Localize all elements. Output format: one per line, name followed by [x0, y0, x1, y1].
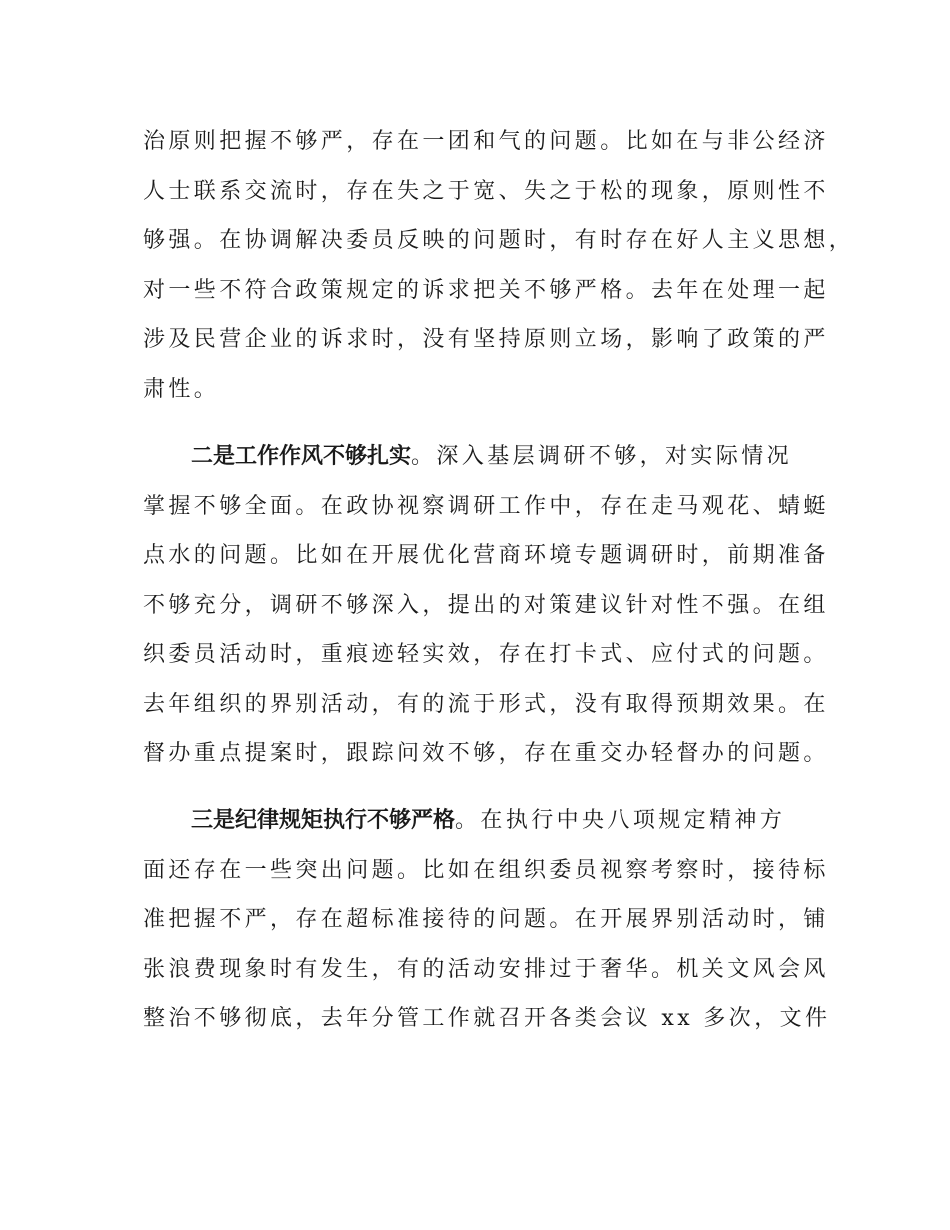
- paragraph-heading-rest: 。深入基层调研不够，对实际情况: [411, 444, 793, 469]
- text-line: 面还存在一些突出问题。比如在组织委员视察考察时，接待标: [143, 857, 829, 883]
- paragraph-heading-rest: 。在执行中央八项规定精神方: [455, 808, 786, 833]
- text-line: 张浪费现象时有发生，有的活动安排过于奢华。机关文风会风: [143, 956, 829, 982]
- text-line: 点水的问题。比如在开展优化营商环境专题调研时，前期准备: [143, 543, 829, 568]
- text-line: 够强。在协调解决委员反映的问题时，有时存在好人主义思想，: [143, 228, 855, 253]
- paragraph-1: [143, 117, 855, 414]
- text-line: 人士联系交流时，存在失之于宽、失之于松的现象，原则性不: [143, 178, 829, 204]
- text-line: 准把握不严，存在超标准接待的问题。在开展界别活动时，铺: [143, 907, 829, 932]
- paragraph-first-line: [143, 796, 815, 846]
- text-line: 整治不够彻底，去年分管工作就召开各类会议 xx 多次，文件: [143, 1006, 831, 1031]
- paragraph-first-line: [143, 432, 815, 482]
- paragraph-heading: 二是工作作风不够扎实: [191, 444, 412, 469]
- text-line: 不够充分，调研不够深入，提出的对策建议针对性不强。在组: [143, 592, 829, 618]
- paragraph-3: [143, 796, 831, 1044]
- text-line: 对一些不符合政策规定的诉求把关不够严格。去年在处理一起: [143, 277, 829, 303]
- text-line: 肃性。: [143, 376, 220, 402]
- paragraph-2: [143, 432, 829, 779]
- text-line: 督办重点提案时，跟踪问效不够，存在重交办轻督办的问题。: [143, 741, 829, 766]
- text-line: 去年组织的界别活动，有的流于形式，没有取得预期效果。在: [143, 691, 829, 717]
- text-line: 治原则把握不够严，存在一团和气的问题。比如在与非公经济: [143, 129, 829, 154]
- paragraph-heading: 三是纪律规矩执行不够严格: [191, 808, 456, 833]
- text-line: 掌握不够全面。在政协视察调研工作中，存在走马观花、蜻蜓: [143, 493, 829, 519]
- text-line: 织委员活动时，重痕迹轻实效，存在打卡式、应付式的问题。: [143, 642, 829, 667]
- text-line: 涉及民营企业的诉求时，没有坚持原则立场，影响了政策的严: [143, 327, 829, 352]
